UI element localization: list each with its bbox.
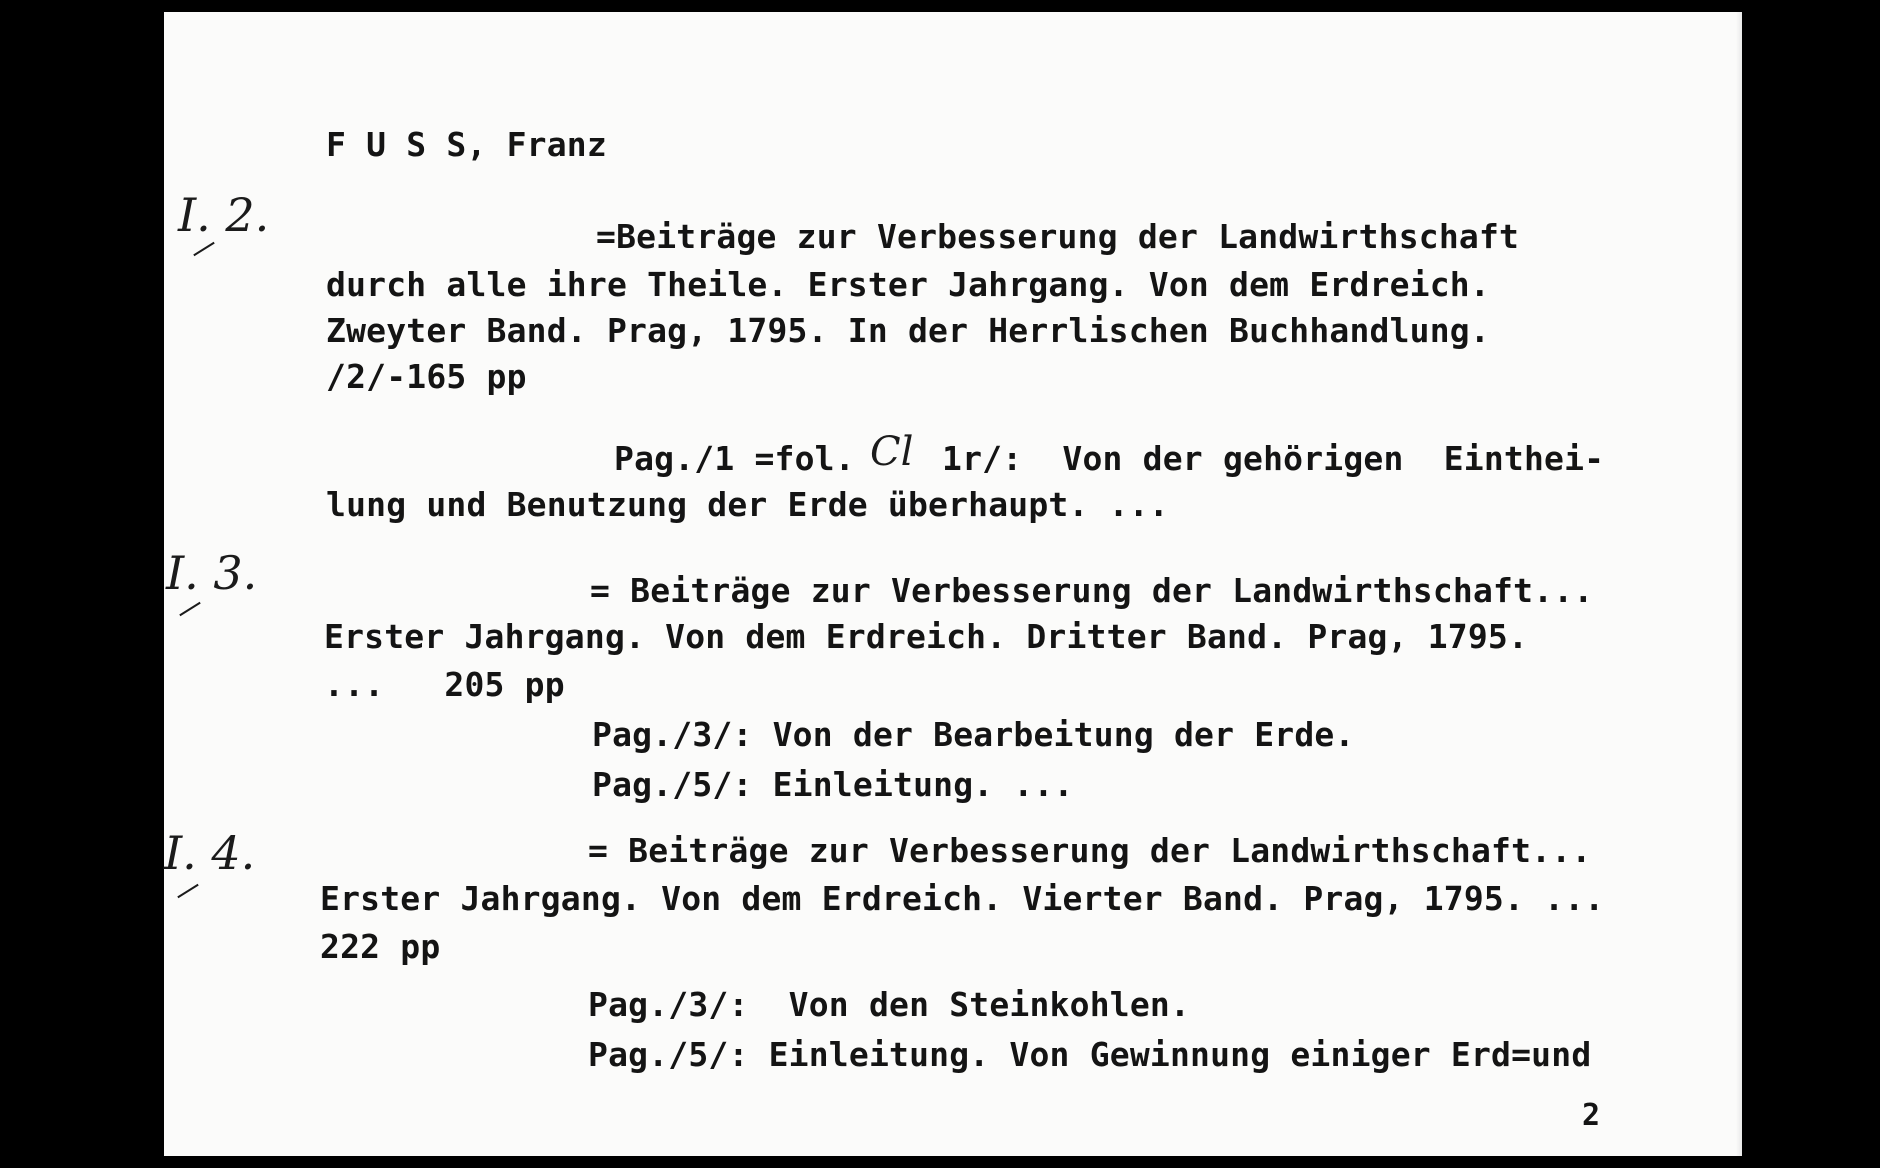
- page-number: 2: [1582, 1098, 1601, 1133]
- index-card: [164, 12, 1742, 1156]
- entry-2-title-line-1: = Beiträge zur Verbesserung der Landwirthschaft...: [590, 571, 1594, 610]
- margin-note-underline: [179, 602, 200, 616]
- entry-1-title-line-2: durch alle ihre Theile. Erster Jahrgang. Von dem Erdreich.: [326, 265, 1490, 304]
- margin-note-entry-3: [164, 826, 256, 880]
- margin-note-text: I. 4.: [164, 826, 256, 880]
- entry-1-handwritten-annotation: Cl: [870, 429, 914, 475]
- scan-edge: [1736, 12, 1742, 1156]
- entry-3-pag-line-1: Pag./3/: Von den Steinkohlen.: [588, 985, 1191, 1024]
- entry-2-pages: ... 205 pp: [324, 665, 565, 704]
- entry-2-title-line-2: Erster Jahrgang. Von dem Erdreich. Dritter Band. Prag, 1795.: [324, 617, 1529, 656]
- entry-2-pag-line-2: Pag./5/: Einleitung. ...: [592, 765, 1074, 804]
- entry-1-pag-line-1b: 1r/: Von der gehörigen Einthei-: [942, 439, 1605, 478]
- entry-1-pag-line-1a: Pag./1 =fol.: [614, 439, 855, 478]
- margin-note-text: I. 3.: [166, 546, 258, 600]
- entry-1-pages: /2/-165 pp: [326, 357, 527, 396]
- margin-note-entry-1: [178, 188, 270, 242]
- entry-3-title-line-1: = Beiträge zur Verbesserung der Landwirthschaft...: [588, 831, 1592, 870]
- entry-1-title-line-1: =Beiträge zur Verbesserung der Landwirthschaft: [596, 217, 1520, 256]
- margin-note-text: I. 2.: [178, 188, 270, 242]
- margin-note-underline: [193, 242, 214, 256]
- entry-3-pag-line-2: Pag./5/: Einleitung. Von Gewinnung einiger Erd=und: [588, 1035, 1592, 1074]
- entry-3-pages: 222 pp: [320, 927, 441, 966]
- margin-note-underline: [177, 884, 198, 898]
- card-heading: F U S S, Franz: [326, 125, 607, 164]
- entry-2-pag-line-1: Pag./3/: Von der Bearbeitung der Erde.: [592, 715, 1355, 754]
- margin-note-entry-2: [166, 546, 258, 600]
- entry-1-title-line-3: Zweyter Band. Prag, 1795. In der Herrlischen Buchhandlung.: [326, 311, 1490, 350]
- entry-1-pag-line-2: lung und Benutzung der Erde überhaupt. ...: [326, 485, 1169, 524]
- entry-3-title-line-2: Erster Jahrgang. Von dem Erdreich. Vierter Band. Prag, 1795. ...: [320, 879, 1605, 918]
